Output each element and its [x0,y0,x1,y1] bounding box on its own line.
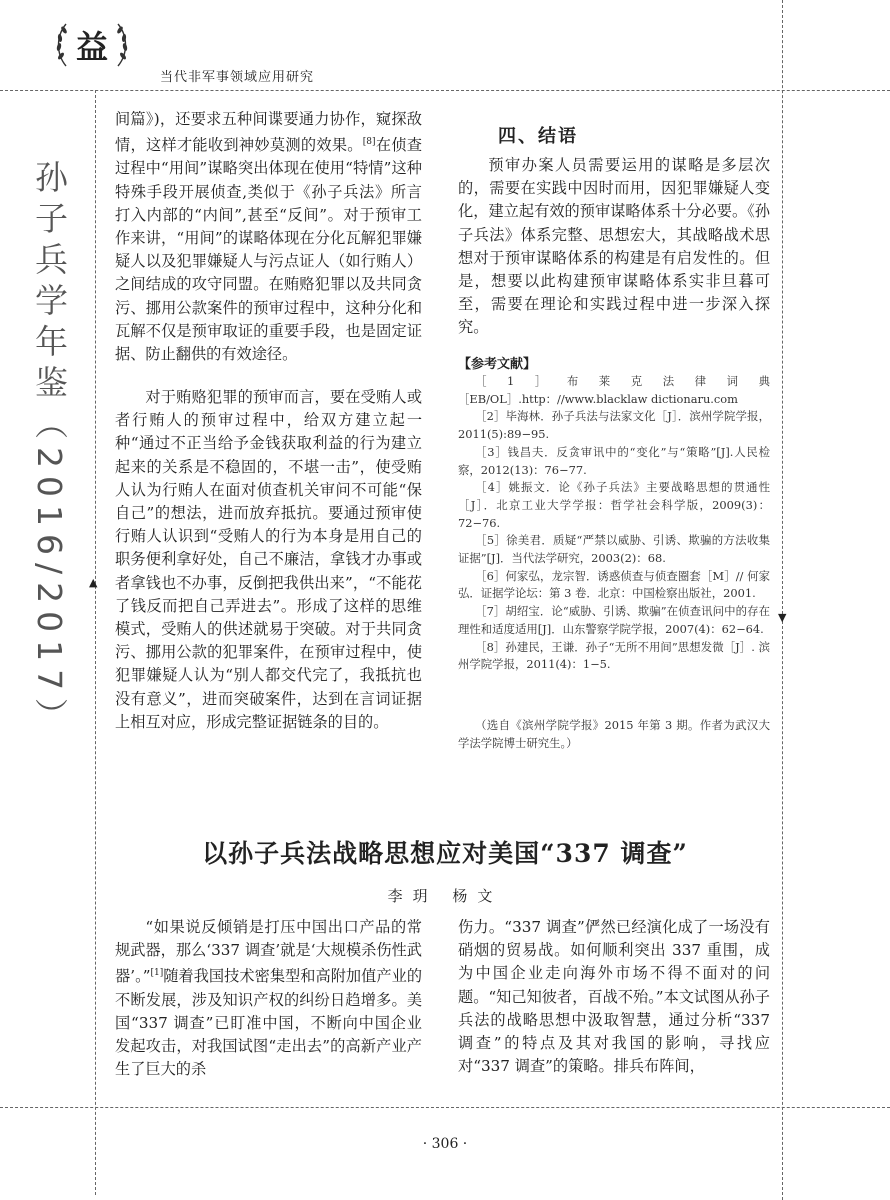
reference-item: ［7］胡绍宝．论“威胁、引诱、欺骗”在侦查讯问中的存在理性和适度适用[J]．山东警察学院学报，2007(4)：62−64. [458,604,770,636]
article-authors: 李玥 杨文 [387,887,503,905]
reference-item: ［4］姚振文．论《孙子兵法》主要战略思想的贯通性［J］．北京工业大学学报：哲学社会科学版，2009(3)：72−76. [458,480,770,530]
up-arrow-icon: ▲ [89,576,98,589]
paragraph-text: “如果说反倾销是打压中国出口产品的常规武器，那么‘337 调查’就是‘大规模杀伤性武器’。” [115,918,422,986]
yearbook-side-title: 孙子兵学年鉴（2016/2017） [30,160,69,740]
paragraph-text: 间篇》)，还要求五种间谍要通力协作，窥探敌情，这样才能收到神妙莫测的效果。 [115,110,422,155]
reference-item: ［6］何家弘，龙宗智．诱惑侦查与侦查圈套［M］// 何家弘．证据学论坛：第 3 卷．北京：中国检察出版社，2001. [458,568,770,601]
source-note: （选自《滨州学院学报》2015 年第 3 期。作者为武汉大学法学院博士研究生。） [458,718,770,750]
article-left-paragraph [115,916,422,1081]
reference-item: ［5］徐美君．质疑“严禁以威胁、引诱、欺骗的方法收集证据”[J]．当代法学研究，2003(2)：68. [458,533,770,566]
page-number: · 306 · [422,1136,468,1152]
left-margin-guide [95,90,96,1195]
journal-series-title: 当代非军事领域应用研究 [160,70,315,85]
section-heading: 四、结语 [498,126,578,147]
references-heading: 【参考文献】 [458,357,537,372]
article-right-paragraph: 伤力。“337 调查”俨然已经演化成了一场没有硝烟的贸易战。如何顺利突出 337 重围，成为中国企业走向海外市场不得不面对的问题。“知己知彼者，百战不殆。”本文试图从孙子兵法的战略思想中汲取智慧，通过分析“337 调查”的特点及其对我国的影响，寻找应对“337 调查”的策略。排兵布阵间， [458,918,770,1076]
right-margin-guide [782,0,783,1200]
citation-mark: [1] [150,968,164,979]
left-column-paragraph-1 [115,108,422,366]
reference-item: ［8］孙建民，王谦．孙子“无所不用间”思想发微［J］. 滨州学院学报，2011(4)：1−5. [458,639,770,672]
reference-item: ［1］布莱克法律词典［EB/OL］.http：//www.blacklaw dictionaru.com [458,374,770,406]
footer-divider [0,1107,890,1108]
logo-glyph: 益 [75,28,109,66]
reference-item: ［2］毕海林．孙子兵法与法家文化［J］．滨州学院学报，2011(5):89−95. [458,409,770,442]
paragraph-text: 随着我国技术密集型和高附加值产业的不断发展，涉及知识产权的纠纷日趋增多。美国“337 调查”已盯准中国，不断向中国企业发起攻击，对我国试图“走出去”的高新产业产生了巨大的杀 [115,967,423,1079]
journal-logo [52,14,132,74]
reference-item: ［3］钱昌夫．反贪审讯中的“变化”与“策略”[J].人民检察，2012(13)：76−77. [458,444,770,477]
paragraph-text: 在侦查过程中“用间”谋略突出体现在使用“特情”这种特殊手段开展侦查,类似于《孙子兵法》所言打入内部的“内间”,甚至“反间”。对于预审工作来讲，“用间”的谋略体现在分化瓦解犯罪嫌疑人以及犯罪嫌疑人与污点证人（如行贿人）之间结成的攻守同盟。在贿赂犯罪以及共同贪污、挪用公款案件的预审过程中，这种分化和瓦解不仅是预审取证的重要手段，也是固定证据、防止翻供的有效途径。 [115,136,423,364]
left-column-paragraph-2: 对于贿赂犯罪的预审而言，要在受贿人或者行贿人的预审过程中，给双方建立起一种“通过不正当给予金钱获取利益的行为建立起来的关系是不稳固的，不堪一击”，使受贿人认为行贿人在面对侦查机关审问不可能“保自己”的想法，进而放弃抵抗。要通过预审使行贿人认识到“受贿人的行为本身是用自己的职务便利拿好处，自己不廉洁，拿钱才办事或者拿钱也不办事，反倒把我供出来”，“不能花了钱反而把自己弄进去”。形成了这样的思维模式，受贿人的供述就易于突破。对于共同贪污、挪用公款的犯罪案件，在预审过程中，使犯罪嫌疑人认为“别人都交代完了，我抵抗也没有意义”，进而突破案件，达到在言词证据上相互对应，形成完整证据链条的目的。 [115,388,422,731]
citation-mark: [8] [362,137,376,148]
down-arrow-icon: ▼ [778,611,787,624]
conclusion-paragraph: 预审办案人员需要运用的谋略是多层次的，需要在实践中因时而用，因犯罪嫌疑人变化，建立起有效的预审谋略体系十分必要。《孙子兵法》体系完整、思想宏大，其战略战术思想对于预审谋略体系的构建是有启发性的。但是，想要以此构建预审谋略体系实非旦暮可至，需要在理论和实践过程中进一步深入探究。 [458,156,770,337]
references-list [458,373,770,674]
header-divider [0,90,890,91]
article-title: 以孙子兵法战略思想应对美国“337 调查” [202,839,688,868]
